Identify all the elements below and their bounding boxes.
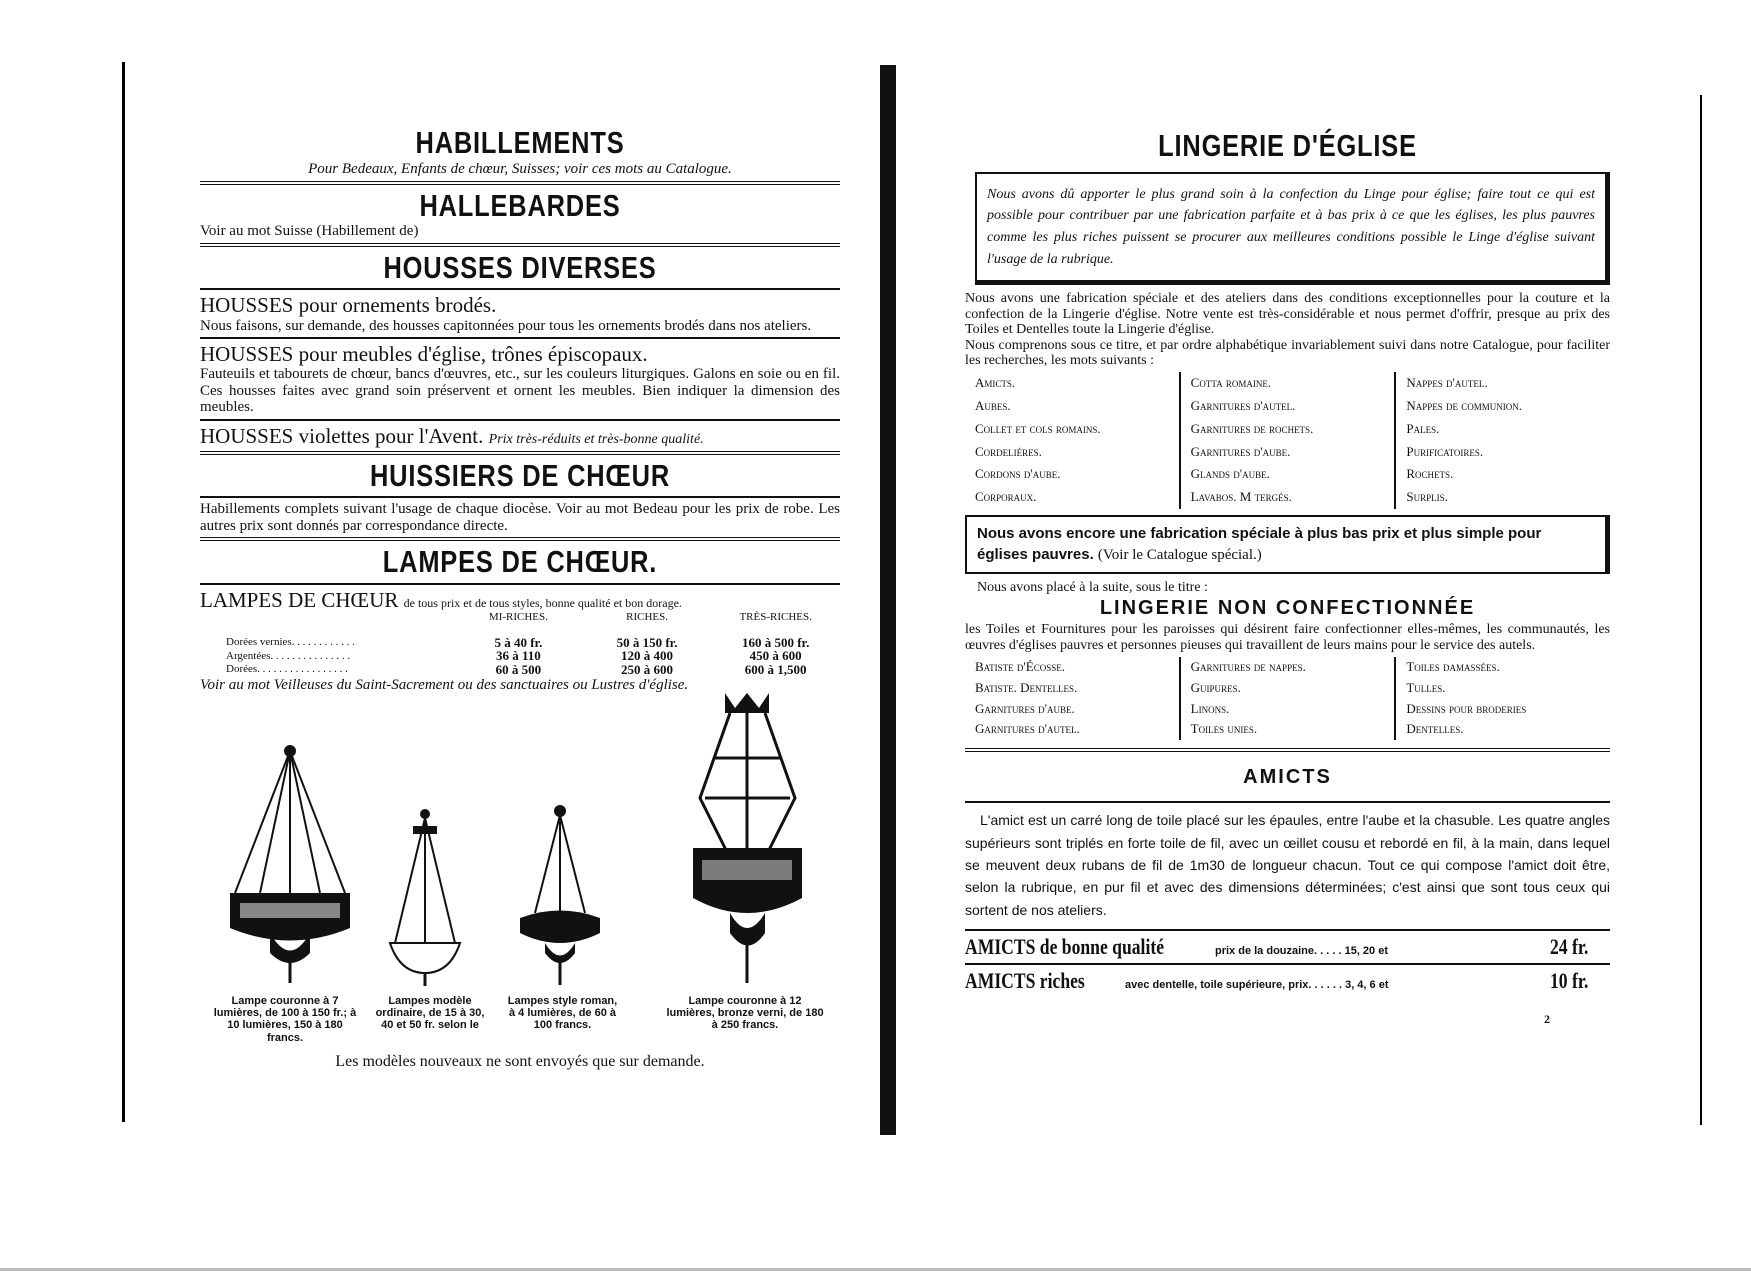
price-cell: 60 à 500 xyxy=(495,662,542,678)
roman-lamp-illustration xyxy=(515,803,605,988)
price-cell: 450 à 600 xyxy=(749,648,802,664)
habillements-subtitle: Pour Bedeaux, Enfants de chœur, Suisses; voir ces mots au Catalogue. xyxy=(308,160,732,177)
list-item: Toiles unies. xyxy=(1190,721,1258,737)
list-item: Pales. xyxy=(1406,420,1440,436)
divider xyxy=(200,337,840,339)
amicts-line1-label: AMICTS de bonne qualité xyxy=(965,934,1165,960)
lampes-heading xyxy=(200,588,840,612)
amicts-text: L'amict est un carré long de toile placé sur les épaules, entre l'aube et la chasuble. Les quatre angles supérieurs sont triplés en forte toile de fil, avec un œillet cousu et rebordé en fil, à la main, dans lequel se meuvent deux rubans de fil de 1m30 de longueur chacun. Tout ce qui compose l'amict doit être, selon la rubrique, en pur fil et avec des dimensions déterminées; c'est ainsi que sont tous ceux qui sortent de nos ateliers. xyxy=(965,812,1610,918)
lamp-caption-4: Lampe couronne à 12 lumières, bronze verni, de 180 à 250 francs. xyxy=(666,995,824,1032)
divider xyxy=(965,963,1610,965)
amicts-line1-detail: prix de la douzaine. . . . . 15, 20 et xyxy=(1215,945,1389,958)
list-item: Aubes. xyxy=(975,398,1011,414)
book-spine xyxy=(880,65,896,1135)
lamp-caption-3: Lampes style roman, à 4 lumières, de 60 à 100 francs. xyxy=(507,995,618,1032)
amicts-line2-price: 10 fr. xyxy=(1550,968,1589,994)
special-fabrication-box xyxy=(965,515,1610,574)
list-item: Garnitures d'autel. xyxy=(975,721,1080,737)
list-item: Dessins pour broderies xyxy=(1406,700,1527,716)
housses-heading-1: HOUSSES pour ornements brodés. xyxy=(200,293,497,318)
page-number: 2 xyxy=(1544,1012,1550,1027)
list-item: Rochets. xyxy=(1406,466,1454,482)
list-item: Lavabos. M tergés. xyxy=(1190,489,1292,505)
price-cell: 120 à 400 xyxy=(621,648,674,664)
hallebardes-title: HALLEBARDES xyxy=(419,187,621,223)
housses-text-1: Nous faisons, sur demande, des housses capitonnées pour tous les ornements brodés dans nos ateliers. xyxy=(200,317,812,334)
simple-lamp-illustration xyxy=(385,808,465,988)
divider xyxy=(200,419,840,421)
list-column-1 xyxy=(965,372,1179,509)
amicts-price-line-1 xyxy=(965,934,1610,960)
list-item: Tulles. xyxy=(1406,679,1446,695)
list-item: Guipures. xyxy=(1190,679,1241,695)
row-label: Dorées. . . . . . . . . . . . . . . . . xyxy=(226,663,348,676)
lingerie-intro-text: Nous avons dû apporter le plus grand soin à la confection du Linge pour église; faire tout ce qui est possible pour contribuer par une fabrication parfaite et à bas prix à ce que les églises, les plus pauvres comme les plus riches puissent se procurer aux meilleures conditions possible le Linge d'église suivant l'usage de la rubrique. xyxy=(987,186,1595,267)
col-tres-riches: TRÈS-RICHES. xyxy=(739,611,812,624)
amicts-title: AMICTS xyxy=(1243,766,1332,789)
divider xyxy=(965,929,1610,931)
divider xyxy=(200,451,840,455)
lampes-heading-main: LAMPES DE CHŒUR xyxy=(200,588,399,613)
table-row xyxy=(220,663,840,677)
list-item: Garnitures d'aube. xyxy=(1190,443,1291,459)
price-cell: 160 à 500 fr. xyxy=(741,634,810,650)
special-fabrication-ref: (Voir le Catalogue spécial.) xyxy=(1097,546,1262,563)
list-item: Surplis. xyxy=(1406,489,1448,505)
list-column-3 xyxy=(1394,657,1610,740)
lampes-heading-note: de tous prix et de tous styles, bonne qualité et bon dorage. xyxy=(403,596,682,611)
housses-heading-3-main: HOUSSES violettes pour l'Avent. xyxy=(200,423,484,448)
list-item: Corporaux. xyxy=(975,489,1037,505)
price-cell: 600 à 1,500 xyxy=(744,662,807,678)
divider xyxy=(200,537,840,541)
list-column-2 xyxy=(1179,657,1395,740)
col-mi-riches: MI-RICHES. xyxy=(488,611,548,624)
list-column-1 xyxy=(965,657,1179,740)
amicts-line2-label: AMICTS riches xyxy=(965,968,1085,994)
divider xyxy=(200,243,840,247)
list-item: Garnitures de nappes. xyxy=(1190,659,1306,675)
list-item: Purificatoires. xyxy=(1406,443,1484,459)
housses-heading-3-note: Prix très-réduits et très-bonne qualité. xyxy=(488,431,704,447)
amicts-line2-detail: avec dentelle, toile supérieure, prix. . . . . . 3, 4, 6 et xyxy=(1125,979,1389,992)
amicts-line1-price: 24 fr. xyxy=(1550,934,1589,960)
left-margin-line xyxy=(122,62,125,1122)
divider xyxy=(200,288,840,290)
list-column-2 xyxy=(1179,372,1395,509)
list-item: Toiles damassées. xyxy=(1406,659,1500,675)
right-margin-line xyxy=(1700,95,1702,1125)
list-item: Garnitures d'aube. xyxy=(975,700,1075,716)
list-column-3 xyxy=(1394,372,1610,509)
special-fabrication-text: Nous avons encore une fabrication spéciale à plus bas prix et plus simple pour églises pauvres. xyxy=(977,524,1542,563)
housses-text-2: Fauteuils et tabourets de chœur, bancs d'œuvres, etc., sur les couleurs liturgiques. Galons en soie ou en fil. Ces housses faites avec grand soin préservent et ornent les meubles. Bien indiquer la dimension des meubles. xyxy=(200,366,840,416)
list-item: Cordons d'aube. xyxy=(975,466,1061,482)
list-item: Collet et cols romains. xyxy=(975,420,1101,436)
row-label: Argentées. . . . . . . . . . . . . . . xyxy=(226,649,351,662)
non-conf-word-list xyxy=(965,657,1610,740)
housses-heading-2: HOUSSES pour meubles d'église, trônes épiscopaux. xyxy=(200,342,648,367)
list-item: Garnitures de rochets. xyxy=(1190,420,1314,436)
divider xyxy=(200,583,840,585)
lamp-illustrations xyxy=(200,703,840,1063)
right-page xyxy=(965,110,1610,1027)
divider xyxy=(200,496,840,498)
divider xyxy=(965,748,1610,752)
list-item: Cotta romaine. xyxy=(1190,375,1272,391)
lampes-note: Les modèles nouveaux ne sont envoyés que sur demande. xyxy=(335,1053,705,1071)
crown-lamp-illustration xyxy=(225,743,355,988)
list-item: Linons. xyxy=(1190,700,1230,716)
lampes-voir: Voir au mot Veilleuses du Saint-Sacrement ou des sanctuaires ou Lustres d'église. xyxy=(200,676,689,693)
list-item: Amicts. xyxy=(975,375,1016,391)
bottom-scan-edge xyxy=(0,1268,1751,1271)
lingerie-para-1: Nous avons une fabrication spéciale et des ateliers dans des conditions exceptionnelles pour la couture et la confection de la Lingerie d'église. Notre vente est très-considérable et nous permet d'offrir, presque au prix des Toiles et Dentelles toute la Lingerie d'église. xyxy=(965,291,1610,338)
table-row xyxy=(220,636,840,650)
price-cell: 250 à 600 xyxy=(621,662,674,678)
list-item: Nappes d'autel. xyxy=(1406,375,1488,391)
habillements-title: HABILLEMENTS xyxy=(415,125,625,160)
hallebardes-text: Voir au mot Suisse (Habillement de) xyxy=(200,223,419,240)
col-riches: RICHES. xyxy=(626,611,668,624)
lingerie-title: LINGERIE D'ÉGLISE xyxy=(1158,128,1417,163)
table-row xyxy=(220,649,840,663)
list-item: Batiste d'Écosse. xyxy=(975,659,1065,675)
left-page xyxy=(200,110,840,1071)
price-cell: 50 à 150 fr. xyxy=(616,634,678,650)
lingerie-intro-box xyxy=(975,172,1610,286)
ornate-crown-lamp-illustration xyxy=(690,688,805,988)
housses-heading-3 xyxy=(200,424,840,448)
lingerie-para-2: Nous comprenons sous ce titre, et par ordre alphabétique invariablement suivi dans notre Catalogue, pour faciliter les recherches, les mots suivants : xyxy=(965,337,1610,368)
table-header-row xyxy=(220,612,840,624)
list-item: Cordelières. xyxy=(975,443,1042,459)
row-label: Dorées vernies. . . . . . . . . . . . xyxy=(226,635,355,648)
list-item: Nappes de communion. xyxy=(1406,398,1522,414)
divider xyxy=(965,801,1610,803)
list-item: Garnitures d'autel. xyxy=(1190,398,1296,414)
lamp-caption-1: Lampe couronne à 7 lumières, de 100 à 150 fr.; à 10 lumières, 150 à 180 francs. xyxy=(213,995,357,1044)
non-conf-text: les Toiles et Fournitures pour les paroisses qui désirent faire confectionner elles-mêmes, les communautés, les œuvres d'églises pauvres et personnes pieuses qui travaillent de leurs mains pour le service des autels. xyxy=(965,622,1610,653)
price-cell: 36 à 110 xyxy=(496,648,541,664)
housses-title: HOUSSES DIVERSES xyxy=(383,249,657,285)
lampes-title: LAMPES DE CHŒUR. xyxy=(382,544,658,580)
list-item: Glands d'aube. xyxy=(1190,466,1270,482)
lingerie-word-list xyxy=(965,372,1610,509)
lamp-caption-2: Lampes modèle ordinaire, de 15 à 30, 40 et 50 fr. selon le xyxy=(375,995,485,1032)
lingerie-place: Nous avons placé à la suite, sous le titre : xyxy=(977,579,1208,595)
non-conf-title: LINGERIE NON CONFECTIONNÉE xyxy=(1099,597,1476,620)
huissiers-title: HUISSIERS DE CHŒUR xyxy=(369,457,671,493)
lampes-price-table xyxy=(220,612,840,676)
amicts-price-line-2 xyxy=(965,968,1610,994)
list-item: Dentelles. xyxy=(1406,721,1464,737)
huissiers-text: Habillements complets suivant l'usage de chaque diocèse. Voir au mot Bedeau pour les prix de robe. Les autres prix sont donnés par correspondance directe. xyxy=(200,501,840,534)
price-cell: 5 à 40 fr. xyxy=(494,634,543,650)
list-item: Batiste. Dentelles. xyxy=(975,679,1078,695)
divider xyxy=(200,181,840,185)
